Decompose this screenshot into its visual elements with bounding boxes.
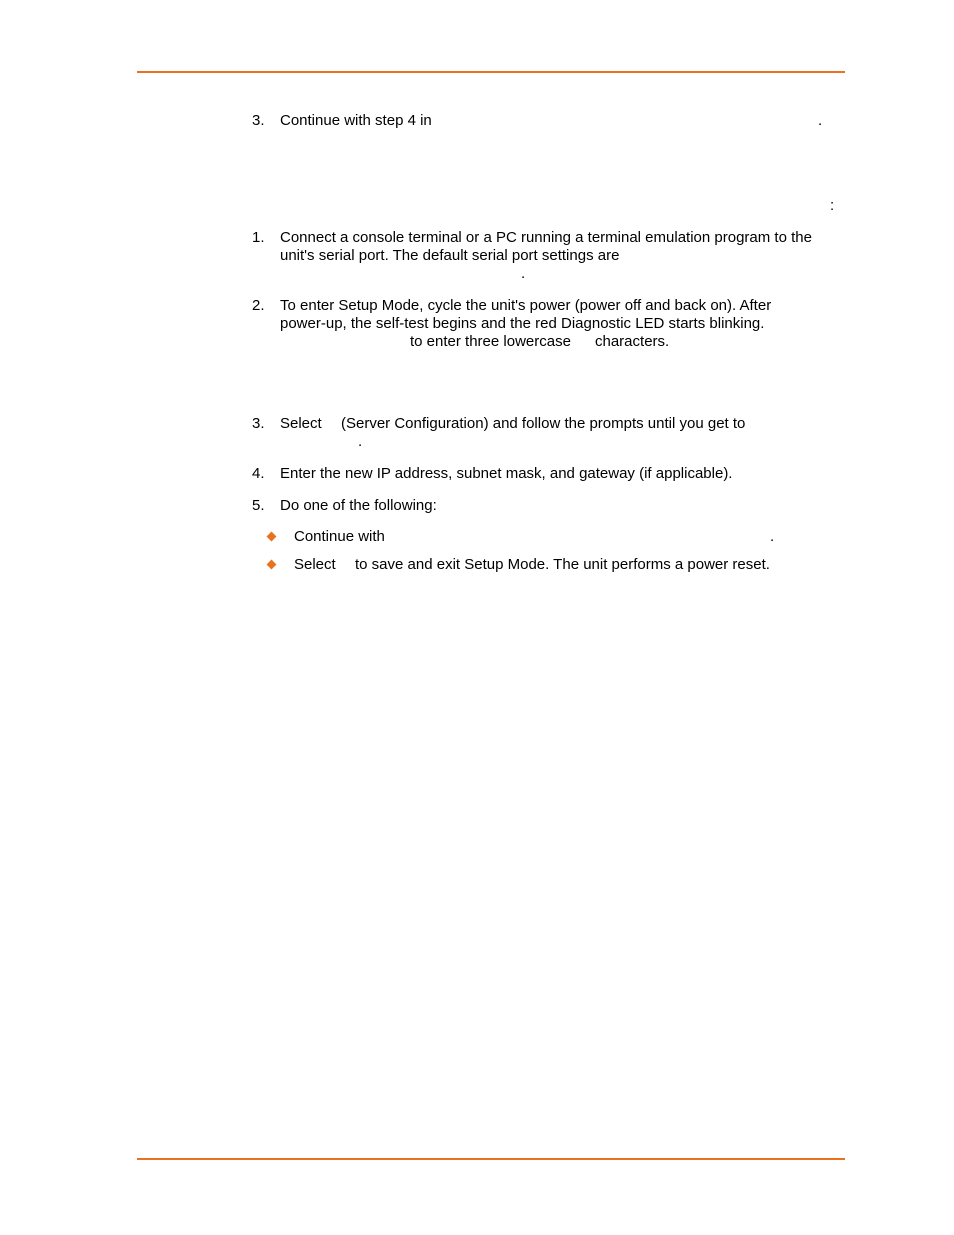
step-text-line: power-up, the self-test begins and the red Diagnostic LED starts blinking. bbox=[280, 315, 765, 332]
step-text-line: to enter three lowercase bbox=[410, 333, 571, 350]
step-text-trail: . bbox=[818, 112, 823, 129]
header-rule bbox=[137, 71, 845, 73]
step-text: Enter the new IP address, subnet mask, and gateway (if applicable). bbox=[280, 465, 733, 482]
step-number: 1. bbox=[252, 229, 265, 246]
diamond-bullet-icon bbox=[267, 560, 277, 570]
step-number: 5. bbox=[252, 497, 265, 514]
step-text-line: characters. bbox=[595, 333, 670, 350]
step-text-line: Connect a console terminal or a PC running a terminal emulation program to the bbox=[280, 229, 812, 246]
bullet-text: Continue with bbox=[294, 528, 385, 545]
bullet-text-trail: . bbox=[770, 528, 775, 545]
step-text-trail: . bbox=[358, 433, 363, 450]
step-text: Select bbox=[280, 415, 322, 432]
step-text: Continue with step 4 in bbox=[280, 112, 432, 129]
step-number: 3. bbox=[252, 415, 265, 432]
step-text: Do one of the following: bbox=[280, 497, 437, 514]
step-number: 4. bbox=[252, 465, 265, 482]
intro-colon: : bbox=[830, 197, 835, 214]
step-text-line: unit's serial port. The default serial port settings are bbox=[280, 247, 620, 264]
bullet-text: Select bbox=[294, 556, 336, 573]
step-text-trail: . bbox=[521, 265, 526, 282]
step-text: (Server Configuration) and follow the prompts until you get to bbox=[341, 415, 746, 432]
footer-rule bbox=[137, 1158, 845, 1160]
step-number: 3. bbox=[252, 112, 265, 129]
bullet-text: to save and exit Setup Mode. The unit performs a power reset. bbox=[355, 556, 770, 573]
step-text-line: To enter Setup Mode, cycle the unit's power (power off and back on). After bbox=[280, 297, 772, 314]
diamond-bullet-icon bbox=[267, 532, 277, 542]
step-number: 2. bbox=[252, 297, 265, 314]
